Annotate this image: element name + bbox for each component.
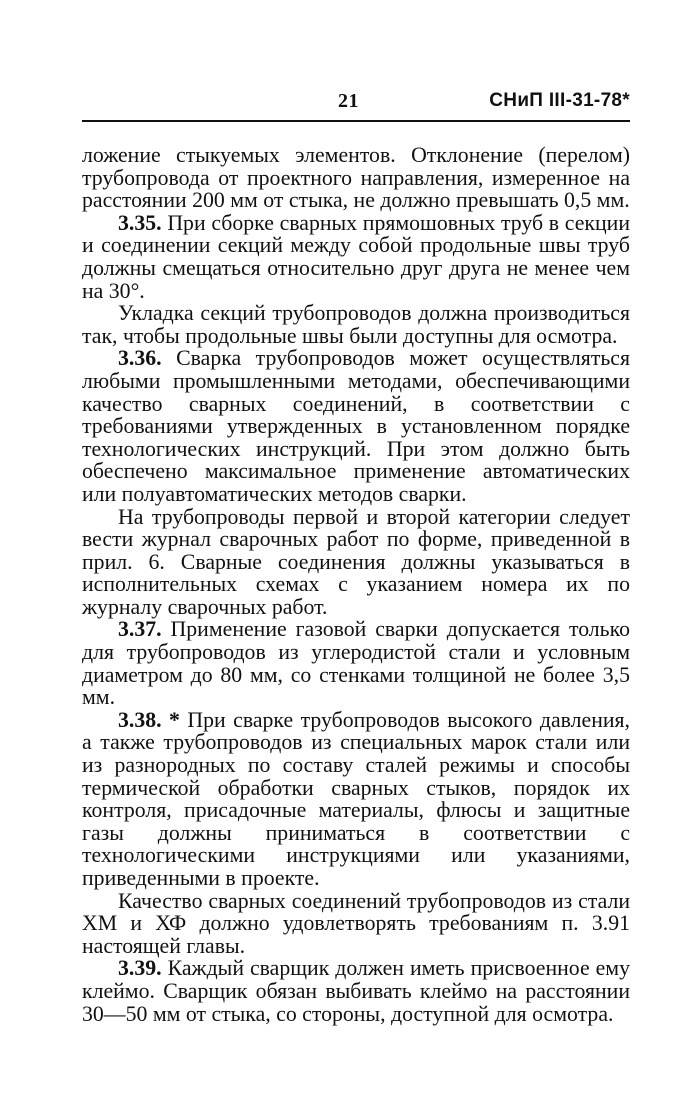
paragraph-text: Качество сварных соединений трубопроводов из стали ХМ и ХФ должно удовлетворять требованиям п. 3.91 настоящей главы. xyxy=(82,888,630,958)
paragraph-text: Каждый сварщик должен иметь присвоенное ему клеймо. Сварщик обязан выбивать клеймо на расстоянии 30—50 мм от стыка, со стороны, доступной для осмотра. xyxy=(82,956,630,1026)
paragraph-continuation xyxy=(82,144,630,212)
paragraph-text: ложение стыкуемых элементов. Отклонение (перелом) трубопровода от проектного направления, измеренное на расстоянии 200 мм от стыка, не должно превышать 0,5 мм. xyxy=(82,143,630,213)
document-code: СНиП III-31-78* xyxy=(489,90,630,111)
clause-number: 3.38. * xyxy=(118,707,180,732)
clause-3-35 xyxy=(82,212,630,302)
clause-3-38 xyxy=(82,709,630,890)
paragraph-text: Применение газовой сварки допускается только для трубопроводов из углеродистой стали и условным диаметром до 80 мм, со стенками толщиной не более 3,5 мм. xyxy=(82,617,631,710)
body-text xyxy=(82,144,630,1025)
header-divider xyxy=(82,120,630,122)
page-number: 21 xyxy=(338,90,359,112)
clause-number: 3.36. xyxy=(118,346,162,371)
paragraph xyxy=(82,302,630,347)
paragraph-text: Укладка секций трубопроводов должна производиться так, чтобы продольные швы были доступны для осмотра. xyxy=(82,301,630,348)
paragraph xyxy=(82,890,630,958)
paragraph-text: При сборке сварных прямошовных труб в секции и соединении секций между собой продольные швы труб должны смещаться относительно друг друга не менее чем на 30°. xyxy=(82,210,630,303)
paragraph-text: При сварке трубопроводов высокого давления, а также трубопроводов из специальных марок стали или из разнородных по составу сталей режимы и способы термической обработки сварных стыков, порядок их контроля, присадочные материалы, флюсы и защитные газы должны приниматься в соответствии с технологическими инструкциями или указаниями, приведенными в проекте. xyxy=(82,707,630,890)
paragraph-text: Сварка трубопроводов может осуществляться любыми промышленными методами, обеспечивающими качество сварных соединений, в соответствии с требованиями утвержденных в установленном порядке технологических инструкций. При этом должно быть обеспечено максимальное применение автоматических или полуавтоматических методов сварки. xyxy=(82,346,630,506)
clause-3-39 xyxy=(82,957,630,1025)
paragraph xyxy=(82,506,630,619)
clause-number: 3.37. xyxy=(118,617,162,642)
clause-number: 3.35. xyxy=(118,210,162,235)
page-header xyxy=(82,90,630,116)
paragraph-text: На трубопроводы первой и второй категории следует вести журнал сварочных работ по форме, приведенной в прил. 6. Сварные соединения должны указываться в исполнительных схемах с указанием номера их по журналу сварочных работ. xyxy=(82,504,630,619)
clause-number: 3.39. xyxy=(118,956,162,981)
clause-3-36 xyxy=(82,347,630,505)
clause-3-37 xyxy=(82,618,630,708)
